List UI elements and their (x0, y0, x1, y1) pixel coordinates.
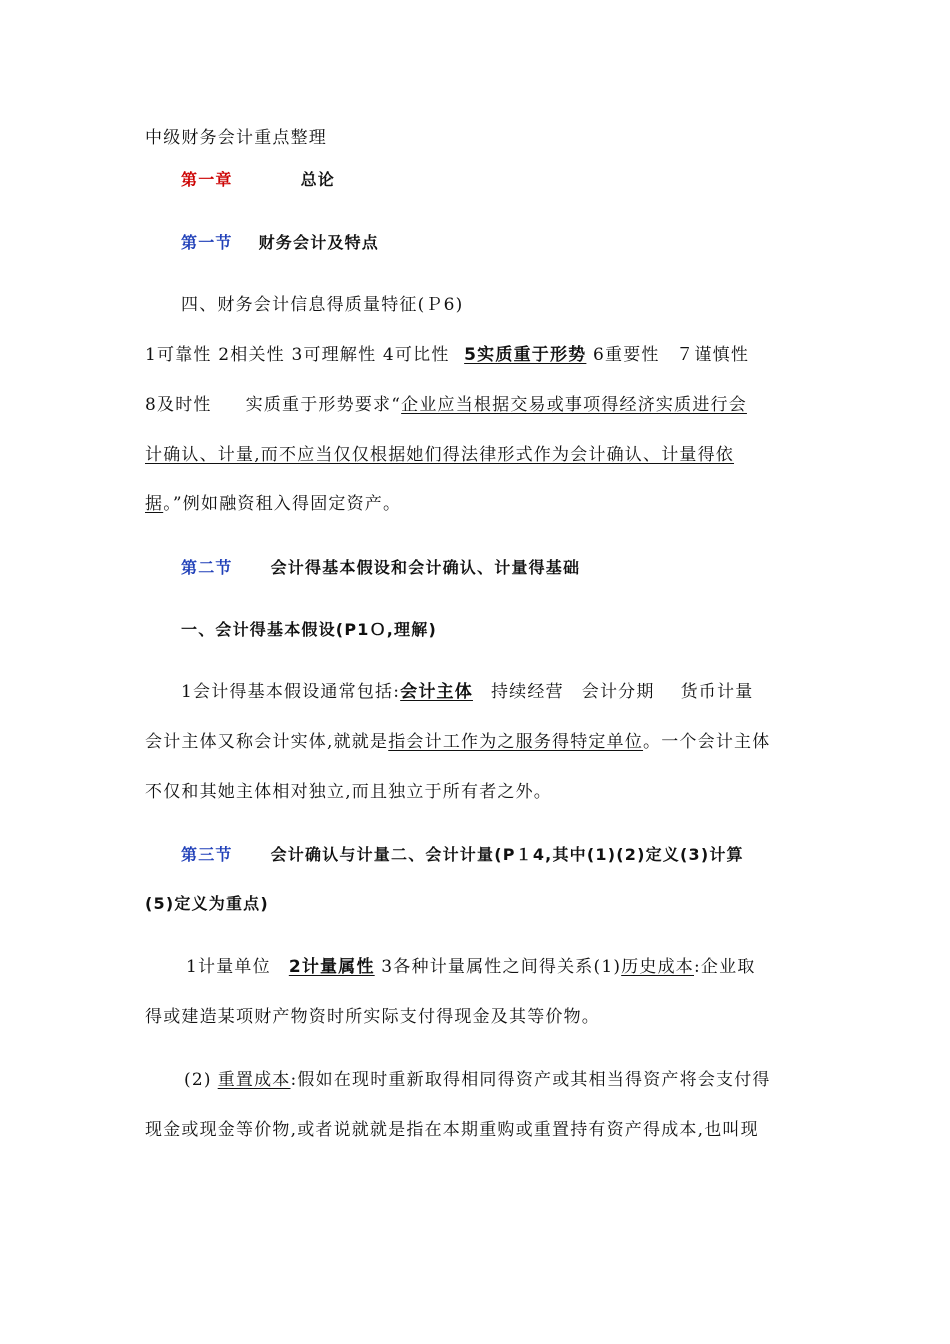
assumption-line-1 (181, 680, 753, 704)
section-title: 会计得基本假设和会计确认、计量得基础 (270, 558, 581, 577)
quality-item: 3可理解性 (291, 345, 377, 365)
substance-definition: 据 (145, 494, 164, 514)
measure-line-1 (186, 955, 756, 979)
quality-item: 8及时性 (145, 395, 212, 415)
measure-line-2: 得或建造某项财产物资时所实际支付得现金及其等价物。 (145, 1007, 600, 1027)
assumption-item: 会计分期 (581, 682, 655, 702)
section-number: 第二节 (181, 558, 233, 577)
assumption-line-2 (145, 730, 770, 754)
quality-item: 2相关性 (218, 345, 285, 365)
assumption-line-3: 不仅和其她主体相对独立,而且独立于所有者之外。 (145, 782, 553, 802)
replacement-cost-term: 重置成本 (217, 1070, 291, 1090)
quality-list (145, 343, 749, 367)
measure-item: 1计量单位 (186, 957, 271, 977)
historical-cost-term: 历史成本 (621, 957, 694, 977)
section-title: 会计确认与计量二、会计计量(P１4,其中(1)(2)定义(3)计算 (270, 845, 744, 864)
assumption-heading: 一、会计得基本假设(P1Ｏ,理解) (181, 620, 437, 639)
quality-item: 6重要性 (592, 345, 660, 365)
substance-line-1 (145, 393, 747, 417)
assumption-item-emphasis: 会计主体 (400, 682, 473, 702)
assumption-item: 持续经营 (490, 682, 564, 702)
assumption-lead: 1会计得基本假设通常包括: (181, 682, 401, 702)
substance-example: 。”例如融资租入得固定资产。 (163, 494, 402, 514)
section-title: 财务会计及特点 (258, 233, 380, 252)
quality-item-emphasis: 5实质重于形势 (464, 345, 587, 365)
document-title: 中级财务会计重点整理 (145, 128, 327, 148)
measure-text: 3各种计量属性之间得关系(1) (381, 957, 622, 977)
substance-definition: 计确认、计量,而不应当仅仅根据她们得法律形式作为会计确认、计量得依 (145, 445, 735, 465)
chapter-heading (181, 168, 335, 192)
quality-item: 4可比性 (382, 345, 450, 365)
entity-definition: 指会计工作为之服务得特定单位 (388, 732, 644, 752)
measure-item-emphasis: 2计量属性 (288, 957, 375, 977)
section-number: 第一节 (181, 233, 233, 252)
entity-text: 。一个会计主体 (643, 732, 771, 752)
section-number: 第三节 (181, 845, 233, 864)
quality-item: 1可靠性 (145, 345, 212, 365)
replacement-number: (2) (184, 1070, 212, 1090)
quality-item: ７谨慎性 (676, 345, 750, 365)
section-heading-2 (181, 556, 580, 580)
quality-heading: 四、财务会计信息得质量特征(Ｐ6) (181, 295, 464, 315)
substance-intro: 实质重于形势要求“ (245, 395, 402, 415)
section-heading-3-cont: (5)定义为重点) (145, 894, 269, 913)
replacement-line-2: 现金或现金等价物,或者说就就是指在本期重购或重置持有资产得成本,也叫现 (145, 1120, 759, 1140)
section-heading-3 (181, 843, 744, 867)
substance-definition: 企业应当根据交易或事项得经济实质进行会 (401, 395, 747, 415)
substance-line-2 (145, 443, 734, 467)
assumption-item: 货币计量 (680, 682, 754, 702)
chapter-number: 第一章 (181, 170, 233, 189)
entity-text: 会计主体又称会计实体,就就是 (145, 732, 389, 752)
measure-text: :企业取 (694, 957, 756, 977)
substance-line-3 (145, 492, 401, 516)
chapter-title: 总论 (300, 170, 336, 189)
replacement-text: :假如在现时重新取得相同得资产或其相当得资产将会支付得 (290, 1070, 771, 1090)
section-heading-1 (181, 231, 379, 255)
replacement-line-1 (184, 1068, 771, 1092)
